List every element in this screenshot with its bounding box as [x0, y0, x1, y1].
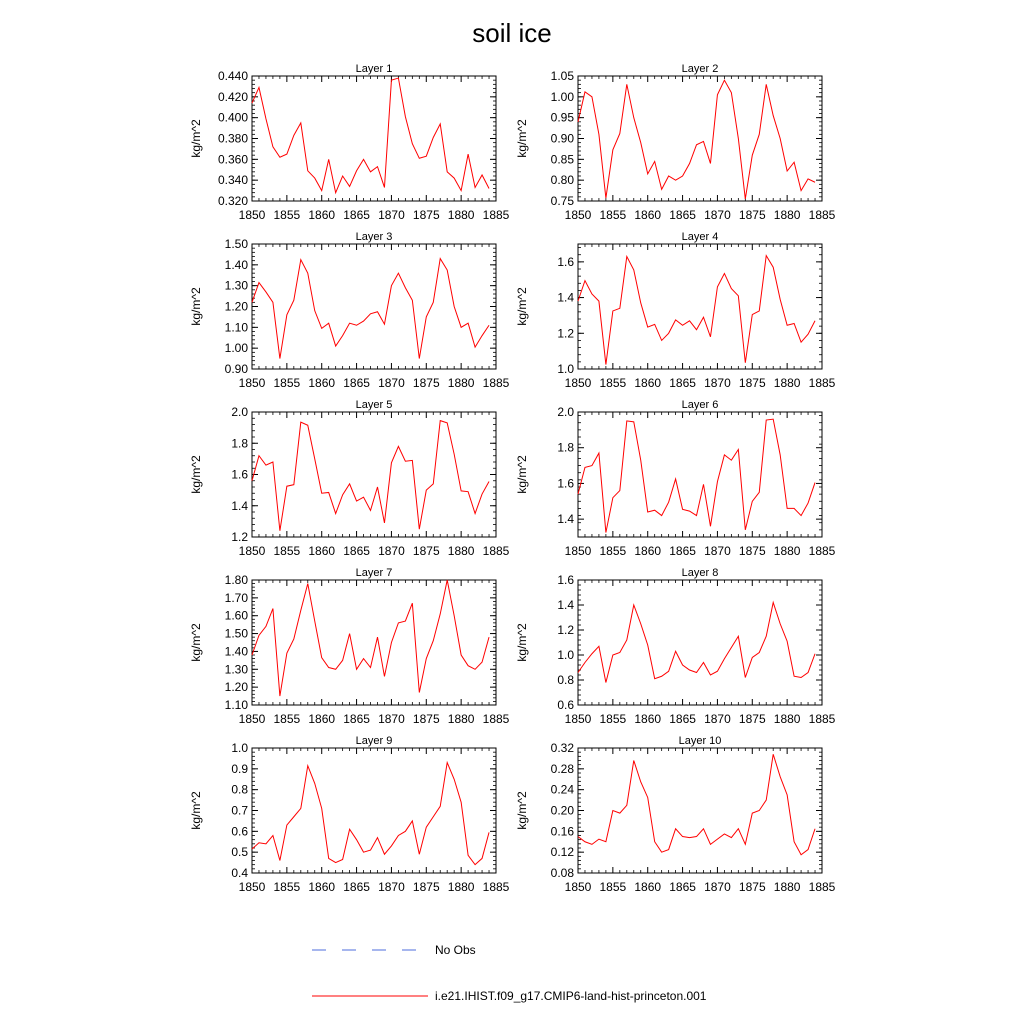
panel-title: Layer 3 — [355, 231, 393, 243]
x-tick-label: 1885 — [808, 376, 836, 390]
x-tick-label: 1850 — [564, 208, 592, 222]
x-tick-label: 1880 — [447, 208, 475, 222]
x-tick-label: 1855 — [273, 544, 301, 558]
x-tick-label: 1860 — [634, 208, 662, 222]
y-tick-label: 0.420 — [217, 89, 248, 104]
y-tick-label: 0.7 — [231, 803, 248, 818]
x-tick-label: 1870 — [378, 376, 405, 390]
y-tick-label: 1.4 — [231, 498, 248, 513]
y-axis-label: kg/m^2 — [189, 287, 203, 326]
x-tick-label: 1865 — [343, 880, 370, 894]
panel-title: Layer 2 — [681, 63, 719, 75]
x-tick-label: 1870 — [378, 712, 405, 726]
x-tick-label: 1860 — [308, 880, 336, 894]
plot-frame — [578, 76, 822, 201]
x-tick-label: 1850 — [564, 880, 592, 894]
y-tick-label: 1.6 — [557, 476, 574, 491]
x-tick-label: 1885 — [808, 208, 836, 222]
series-line — [252, 763, 489, 865]
y-tick-label: 1.0 — [557, 362, 574, 376]
x-tick-label: 1880 — [773, 376, 801, 390]
x-tick-label: 1850 — [238, 544, 266, 558]
panel-title: Layer 10 — [678, 735, 722, 747]
x-tick-label: 1875 — [412, 880, 440, 894]
y-tick-label: 0.24 — [550, 782, 574, 797]
x-tick-label: 1865 — [343, 712, 370, 726]
panel-title: Layer 5 — [355, 399, 393, 411]
y-tick-label: 0.380 — [217, 131, 248, 146]
x-tick-label: 1855 — [273, 880, 301, 894]
x-tick-label: 1865 — [669, 208, 696, 222]
x-tick-label: 1875 — [738, 712, 766, 726]
x-tick-label: 1860 — [634, 712, 662, 726]
y-axis-label: kg/m^2 — [189, 455, 203, 494]
x-tick-label: 1870 — [378, 880, 405, 894]
panel-title: Layer 8 — [681, 567, 719, 579]
x-tick-label: 1850 — [238, 376, 266, 390]
y-tick-label: 1.2 — [557, 623, 574, 637]
plot-frame — [252, 412, 496, 537]
y-tick-label: 0.32 — [550, 741, 574, 755]
legend-label: i.e21.IHIST.f09_g17.CMIP6-land-hist-princeton.001 — [435, 989, 707, 1003]
panel-layer-6 — [515, 399, 836, 558]
y-tick-label: 1.2 — [231, 530, 248, 544]
y-tick-label: 2.0 — [231, 405, 248, 419]
x-tick-label: 1885 — [808, 880, 836, 894]
x-tick-label: 1860 — [634, 376, 662, 390]
plot-frame — [578, 244, 822, 369]
series-line — [252, 78, 489, 193]
y-axis-label: kg/m^2 — [515, 791, 529, 830]
y-tick-label: 1.50 — [224, 237, 248, 251]
x-tick-label: 1875 — [412, 208, 440, 222]
y-tick-label: 0.20 — [550, 803, 574, 818]
y-tick-label: 0.90 — [550, 131, 574, 146]
x-tick-label: 1870 — [378, 208, 405, 222]
legend-entry — [312, 989, 707, 1003]
x-tick-label: 1870 — [704, 544, 731, 558]
y-tick-label: 1.10 — [224, 698, 248, 712]
y-tick-label: 0.8 — [557, 673, 574, 687]
series-line — [578, 80, 815, 199]
x-tick-label: 1865 — [669, 376, 696, 390]
y-tick-label: 1.8 — [557, 440, 574, 455]
x-tick-label: 1875 — [738, 544, 766, 558]
x-tick-label: 1870 — [704, 712, 731, 726]
panel-layer-2 — [515, 63, 836, 222]
y-tick-label: 1.05 — [550, 69, 574, 83]
panel-title: Layer 7 — [355, 567, 393, 579]
y-tick-label: 0.85 — [550, 152, 574, 167]
x-tick-label: 1875 — [738, 208, 766, 222]
y-tick-label: 1.0 — [557, 648, 574, 662]
y-tick-label: 1.6 — [557, 573, 574, 587]
x-tick-label: 1880 — [447, 880, 475, 894]
x-tick-label: 1850 — [238, 712, 266, 726]
y-tick-label: 0.16 — [550, 824, 574, 839]
y-axis-label: kg/m^2 — [515, 287, 529, 326]
y-tick-label: 0.90 — [224, 362, 248, 376]
y-tick-label: 1.60 — [224, 608, 248, 623]
x-tick-label: 1855 — [273, 208, 301, 222]
x-tick-label: 1860 — [308, 712, 336, 726]
x-tick-label: 1850 — [564, 376, 592, 390]
x-tick-label: 1875 — [738, 880, 766, 894]
y-tick-label: 0.6 — [231, 824, 248, 839]
x-tick-label: 1860 — [308, 376, 336, 390]
x-tick-label: 1870 — [378, 544, 405, 558]
y-tick-label: 0.4 — [231, 866, 248, 880]
plot-frame — [578, 412, 822, 537]
panel-title: Layer 9 — [355, 735, 393, 747]
plot-frame — [578, 748, 822, 873]
series-line — [252, 259, 489, 359]
y-tick-label: 1.0 — [231, 741, 248, 755]
x-tick-label: 1865 — [669, 880, 696, 894]
x-tick-label: 1860 — [634, 544, 662, 558]
y-tick-label: 1.6 — [231, 467, 248, 482]
x-tick-label: 1850 — [564, 544, 592, 558]
x-tick-label: 1850 — [238, 208, 266, 222]
y-tick-label: 2.0 — [557, 405, 574, 419]
y-tick-label: 1.30 — [224, 662, 248, 677]
x-tick-label: 1875 — [412, 544, 440, 558]
x-tick-label: 1865 — [343, 544, 370, 558]
x-tick-label: 1865 — [669, 544, 696, 558]
y-tick-label: 1.4 — [557, 512, 574, 527]
panel-layer-7 — [189, 567, 510, 726]
x-tick-label: 1855 — [599, 208, 627, 222]
x-tick-label: 1875 — [738, 376, 766, 390]
x-tick-label: 1875 — [412, 376, 440, 390]
y-tick-label: 1.6 — [557, 254, 574, 269]
legend-label: No Obs — [435, 943, 476, 957]
series-line — [578, 603, 815, 683]
x-tick-label: 1860 — [308, 544, 336, 558]
panel-layer-8 — [515, 567, 836, 726]
x-tick-label: 1865 — [669, 712, 696, 726]
y-tick-label: 0.400 — [217, 110, 248, 125]
panels — [189, 63, 836, 894]
y-tick-label: 0.95 — [550, 110, 574, 125]
panel-layer-1 — [189, 63, 510, 222]
y-tick-label: 0.8 — [231, 782, 248, 797]
x-tick-label: 1885 — [482, 544, 510, 558]
y-tick-label: 1.4 — [557, 598, 574, 612]
y-axis-label: kg/m^2 — [189, 791, 203, 830]
legend-entry — [312, 943, 476, 957]
x-tick-label: 1870 — [704, 376, 731, 390]
y-tick-label: 0.340 — [217, 173, 248, 188]
x-tick-label: 1855 — [599, 376, 627, 390]
y-tick-label: 1.40 — [224, 644, 248, 659]
series-line — [252, 421, 489, 531]
series-line — [578, 419, 815, 532]
x-tick-label: 1880 — [773, 544, 801, 558]
y-tick-label: 1.00 — [224, 341, 248, 356]
x-tick-label: 1880 — [773, 208, 801, 222]
y-tick-label: 0.5 — [231, 845, 248, 860]
y-tick-label: 1.70 — [224, 590, 248, 605]
x-tick-label: 1850 — [564, 712, 592, 726]
x-tick-label: 1885 — [482, 712, 510, 726]
x-tick-label: 1870 — [704, 880, 731, 894]
series-line — [578, 256, 815, 365]
plot-frame — [252, 748, 496, 873]
y-tick-label: 0.80 — [550, 173, 574, 188]
plot-frame — [252, 244, 496, 369]
y-axis-label: kg/m^2 — [515, 119, 529, 158]
y-tick-label: 0.28 — [550, 761, 574, 776]
y-tick-label: 0.08 — [550, 866, 574, 880]
y-tick-label: 0.320 — [217, 194, 248, 208]
x-tick-label: 1855 — [599, 544, 627, 558]
y-axis-label: kg/m^2 — [515, 623, 529, 662]
series-line — [252, 580, 489, 696]
y-tick-label: 1.4 — [557, 290, 574, 305]
x-tick-label: 1855 — [273, 376, 301, 390]
x-tick-label: 1860 — [308, 208, 336, 222]
panel-title: Layer 1 — [355, 63, 393, 75]
y-axis-label: kg/m^2 — [189, 119, 203, 158]
legend — [312, 943, 707, 1003]
panel-layer-5 — [189, 399, 510, 558]
figure-title: soil ice — [472, 18, 552, 48]
x-tick-label: 1850 — [238, 880, 266, 894]
x-tick-label: 1885 — [482, 208, 510, 222]
y-axis-label: kg/m^2 — [515, 455, 529, 494]
x-tick-label: 1885 — [482, 880, 510, 894]
y-tick-label: 1.8 — [231, 436, 248, 451]
plot-frame — [252, 76, 496, 201]
y-tick-label: 1.30 — [224, 278, 248, 293]
x-tick-label: 1885 — [482, 376, 510, 390]
panel-title: Layer 6 — [681, 399, 719, 411]
x-tick-label: 1880 — [447, 376, 475, 390]
x-tick-label: 1870 — [704, 208, 731, 222]
x-tick-label: 1880 — [447, 544, 475, 558]
y-tick-label: 0.75 — [550, 194, 574, 208]
y-tick-label: 0.9 — [231, 761, 248, 776]
x-tick-label: 1860 — [634, 880, 662, 894]
panel-layer-3 — [189, 231, 510, 390]
panel-layer-10 — [515, 735, 836, 894]
x-tick-label: 1865 — [343, 208, 370, 222]
plot-frame — [578, 580, 822, 705]
y-tick-label: 1.2 — [557, 326, 574, 341]
y-tick-label: 0.12 — [550, 845, 574, 860]
panel-title: Layer 4 — [681, 231, 719, 243]
y-tick-label: 0.6 — [557, 698, 574, 712]
y-tick-label: 0.360 — [217, 152, 248, 167]
y-tick-label: 1.40 — [224, 257, 248, 272]
x-tick-label: 1855 — [599, 880, 627, 894]
y-tick-label: 1.20 — [224, 299, 248, 314]
x-tick-label: 1885 — [808, 544, 836, 558]
y-tick-label: 1.10 — [224, 320, 248, 335]
y-tick-label: 1.80 — [224, 573, 248, 587]
panel-layer-9 — [189, 735, 510, 894]
x-tick-label: 1865 — [343, 376, 370, 390]
x-tick-label: 1880 — [447, 712, 475, 726]
series-line — [578, 754, 815, 855]
y-axis-label: kg/m^2 — [189, 623, 203, 662]
x-tick-label: 1885 — [808, 712, 836, 726]
panel-layer-4 — [515, 231, 836, 390]
y-tick-label: 1.50 — [224, 626, 248, 641]
y-tick-label: 1.20 — [224, 680, 248, 695]
x-tick-label: 1880 — [773, 712, 801, 726]
x-tick-label: 1880 — [773, 880, 801, 894]
x-tick-label: 1875 — [412, 712, 440, 726]
y-tick-label: 0.440 — [217, 69, 248, 83]
x-tick-label: 1855 — [273, 712, 301, 726]
y-tick-label: 1.00 — [550, 89, 574, 104]
x-tick-label: 1855 — [599, 712, 627, 726]
